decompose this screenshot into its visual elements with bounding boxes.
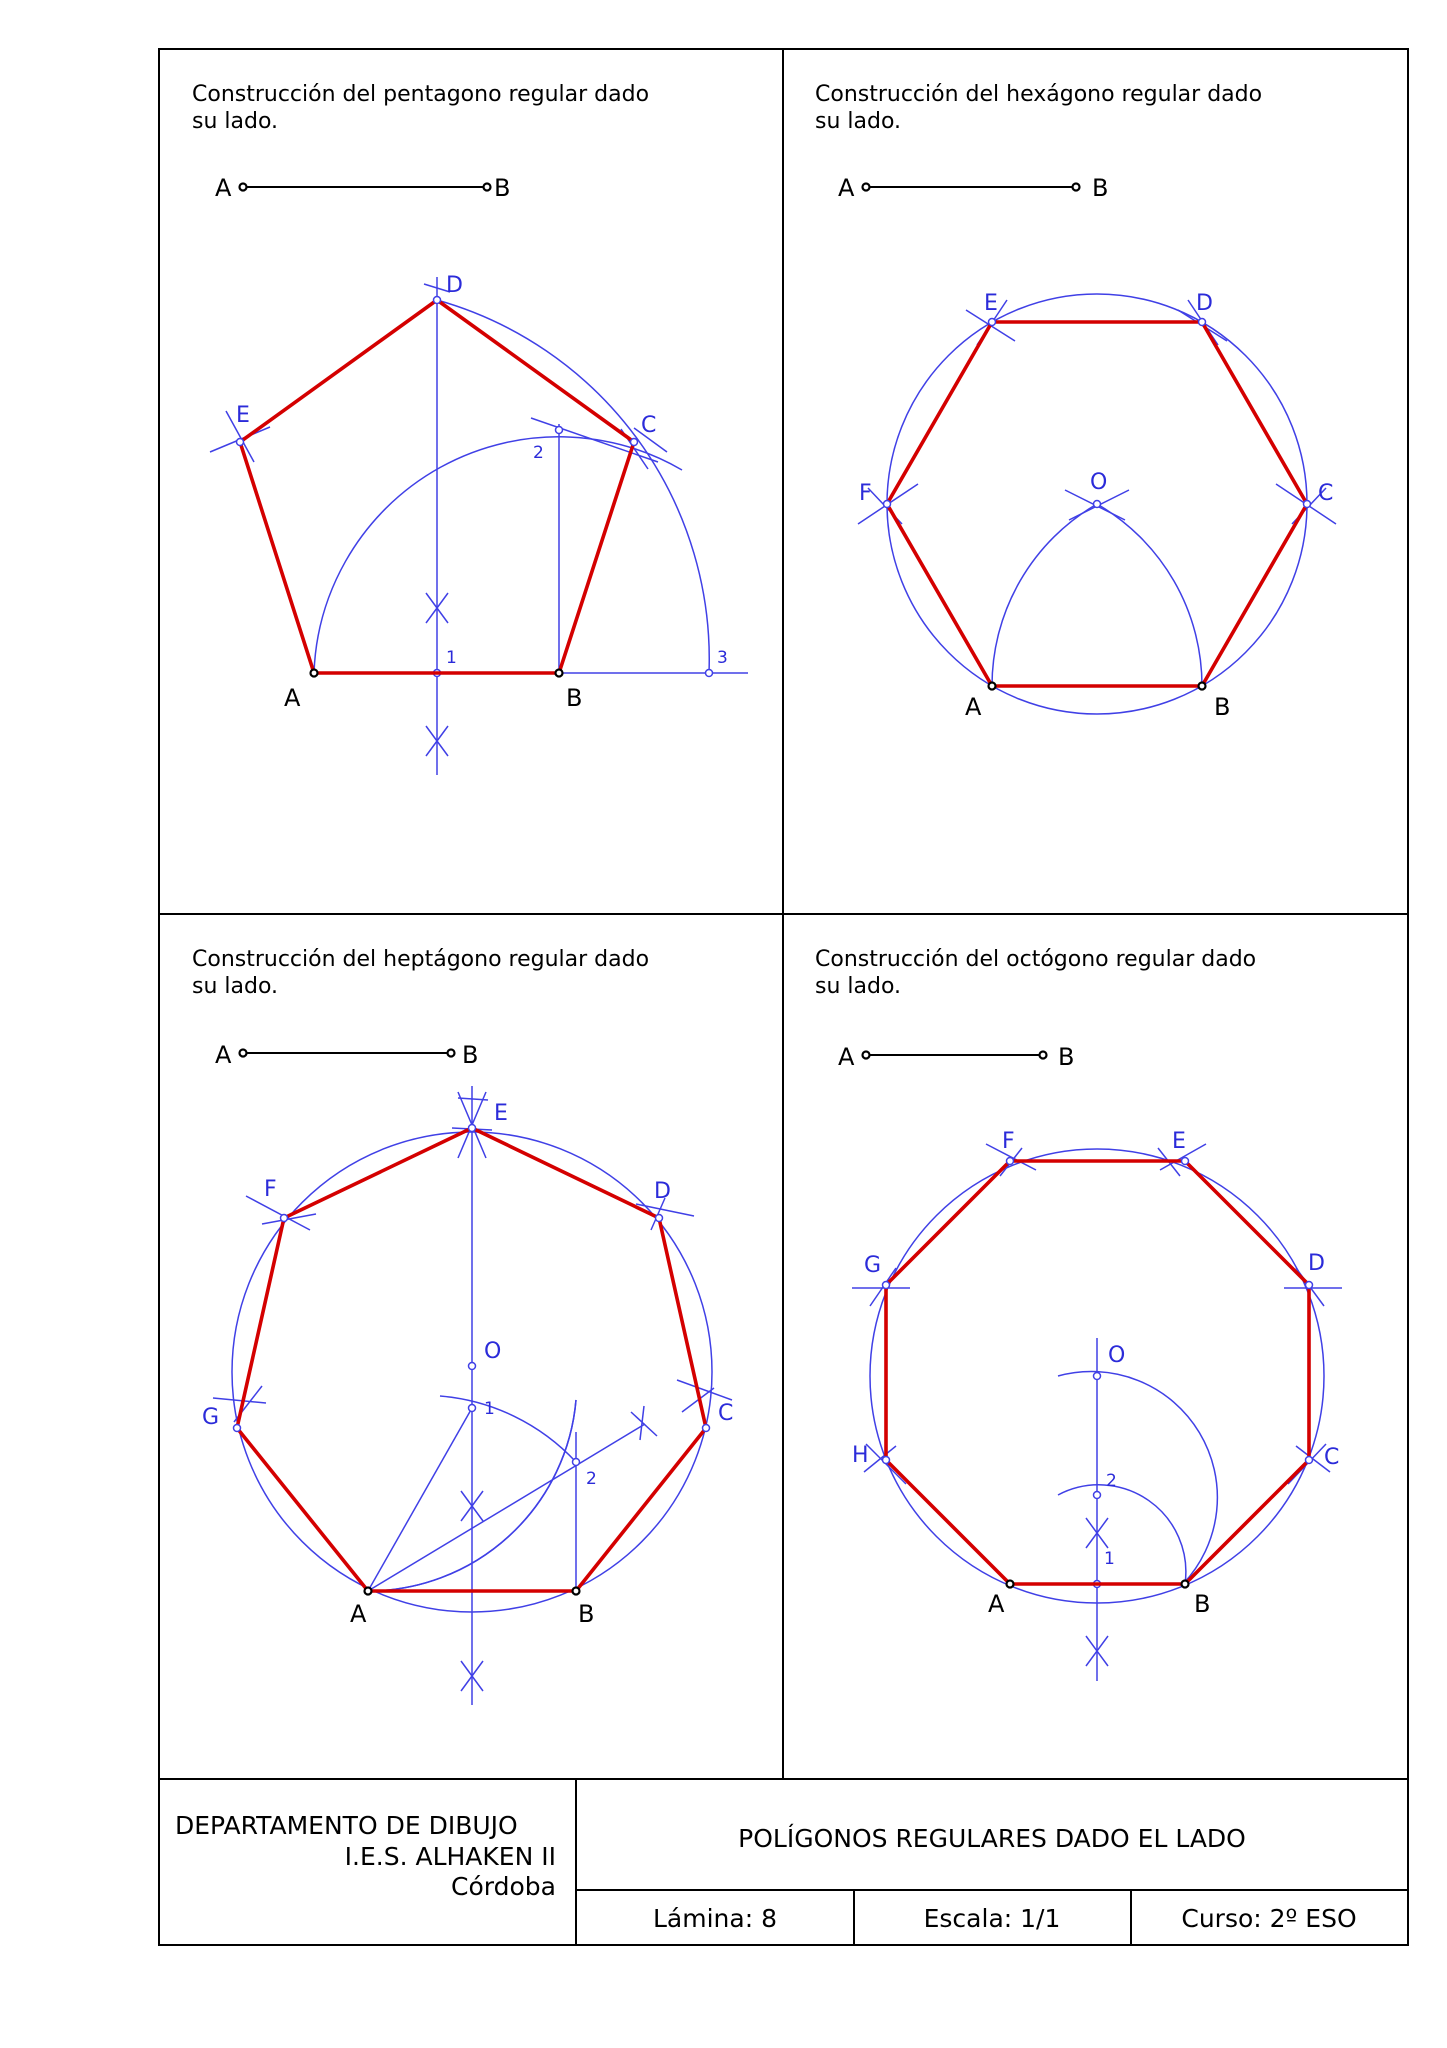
lamina-number: Lámina: 8 — [653, 1904, 777, 1933]
hexagon-vertices — [884, 319, 1311, 690]
octagon-label-d: D — [1308, 1251, 1325, 1276]
heptagon-label-f: F — [264, 1177, 277, 1202]
heptagon-given-segment — [215, 1041, 478, 1069]
octagon-panel — [815, 947, 1342, 1681]
octagon-title-line2: su lado. — [815, 974, 902, 999]
pentagon-given-segment — [215, 174, 510, 202]
octagon-point-1: 1 — [1104, 1549, 1115, 1569]
heptagon-title-line1: Construcción del heptágono regular dado — [192, 947, 650, 972]
pentagon-label-e: E — [236, 403, 250, 428]
given-label-a: A — [838, 1043, 855, 1071]
hexagon-label-c: C — [1318, 481, 1334, 506]
given-label-a: A — [215, 174, 232, 202]
octagon-label-f: F — [1002, 1129, 1015, 1154]
given-label-b: B — [462, 1041, 479, 1069]
course-value: Curso: 2º ESO — [1181, 1904, 1357, 1933]
school-name: I.E.S. ALHAKEN II — [344, 1842, 556, 1871]
octagon-label-b: B — [1194, 1590, 1211, 1618]
pentagon-point-1: 1 — [446, 648, 457, 668]
octagon-construction — [852, 1144, 1342, 1681]
heptagon-point-1: 1 — [484, 1399, 495, 1419]
heptagon-panel — [192, 947, 733, 1705]
heptagon-label-o: O — [484, 1339, 502, 1364]
pentagon-title-line2: su lado. — [192, 109, 279, 134]
octagon-given-segment — [838, 1043, 1074, 1071]
hexagon-label-o: O — [1090, 470, 1108, 495]
pentagon-point-2: 2 — [533, 443, 544, 463]
octagon-label-g: G — [864, 1253, 882, 1278]
hexagon-label-e: E — [984, 291, 998, 316]
department-name: DEPARTAMENTO DE DIBUJO — [175, 1811, 518, 1840]
sheet-title: POLÍGONOS REGULARES DADO EL LADO — [738, 1824, 1246, 1853]
heptagon-point-2: 2 — [586, 1469, 597, 1489]
octagon-point-2: 2 — [1106, 1471, 1117, 1491]
pentagon-label-a: A — [284, 684, 301, 712]
heptagon-label-g: G — [202, 1405, 220, 1430]
given-label-b: B — [494, 174, 511, 202]
octagon-label-h: H — [852, 1443, 869, 1468]
hexagon-panel — [815, 82, 1336, 721]
heptagon-label-a: A — [350, 1600, 367, 1628]
hexagon-title-line1: Construcción del hexágono regular dado — [815, 82, 1263, 107]
hexagon-label-d: D — [1196, 291, 1213, 316]
pentagon-panel — [192, 82, 748, 775]
octagon-label-o: O — [1108, 1343, 1126, 1368]
octagon-label-e: E — [1172, 1129, 1186, 1154]
heptagon-title-line2: su lado. — [192, 974, 279, 999]
given-label-b: B — [1058, 1043, 1075, 1071]
pentagon-label-d: D — [446, 273, 463, 298]
hexagon-label-a: A — [965, 693, 982, 721]
title-block — [175, 1811, 1357, 1933]
given-label-b: B — [1092, 174, 1109, 202]
heptagon-label-e: E — [494, 1101, 508, 1126]
octagon-label-c: C — [1324, 1445, 1340, 1470]
heptagon-label-d: D — [654, 1179, 671, 1204]
hexagon-title-line2: su lado. — [815, 109, 902, 134]
hexagon-label-b: B — [1214, 693, 1231, 721]
heptagon-label-c: C — [718, 1401, 734, 1426]
heptagon-label-b: B — [578, 1600, 595, 1628]
given-label-a: A — [838, 174, 855, 202]
given-label-a: A — [215, 1041, 232, 1069]
pentagon-label-b: B — [566, 684, 583, 712]
octagon-label-a: A — [988, 1590, 1005, 1618]
hexagon-given-segment — [838, 174, 1108, 202]
pentagon-title-line1: Construcción del pentagono regular dado — [192, 82, 650, 107]
octagon-title-line1: Construcción del octógono regular dado — [815, 947, 1257, 972]
hexagon-label-f: F — [859, 481, 872, 506]
scale-value: Escala: 1/1 — [923, 1904, 1061, 1933]
pentagon-point-3: 3 — [717, 648, 728, 668]
city-name: Córdoba — [451, 1872, 556, 1901]
pentagon-label-c: C — [641, 413, 657, 438]
